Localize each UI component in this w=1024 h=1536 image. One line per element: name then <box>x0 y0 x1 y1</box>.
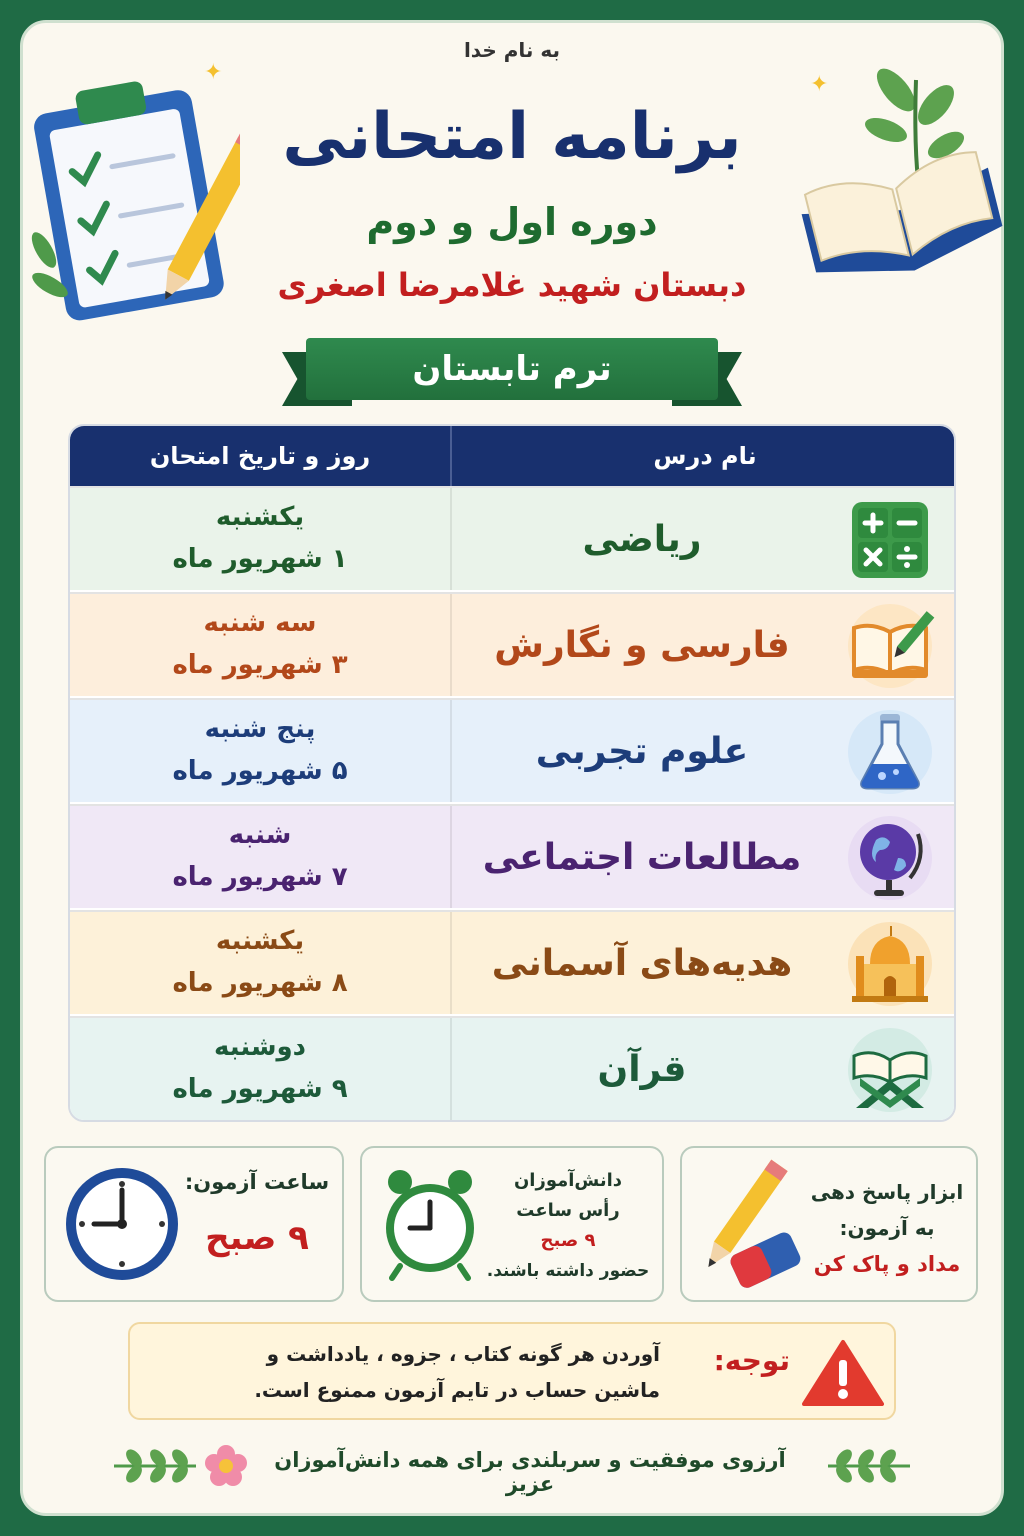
term-label: ترم تابستان <box>306 338 718 400</box>
term-ribbon <box>282 332 742 412</box>
exam-day: یکشنبه <box>215 926 305 956</box>
book-pencil-icon <box>840 602 940 690</box>
globe-icon <box>840 814 940 902</box>
flask-icon <box>840 708 940 796</box>
students-time: ۹ صبح <box>540 1230 596 1251</box>
table-header <box>70 426 956 486</box>
exam-time-box <box>44 1146 344 1302</box>
column-header-subject: نام درس <box>653 442 757 470</box>
exam-schedule-table <box>68 424 956 1122</box>
arrival-info-box <box>360 1146 664 1302</box>
tools-value: مداد و پاک کن <box>813 1252 961 1276</box>
exam-date-cell <box>70 708 450 792</box>
exam-day: یکشنبه <box>215 502 305 532</box>
table-row <box>70 1016 956 1120</box>
pencil-eraser-icon <box>690 1158 808 1290</box>
grade-subtitle: دوره اول و دوم <box>366 200 658 244</box>
students-line-2: رأس ساعت <box>516 1200 620 1221</box>
subject-name: مطالعات اجتماعی <box>482 837 802 878</box>
exam-date-cell <box>70 920 450 1004</box>
footer-message: آرزوی موفقیت و سربلندی برای همه دانش‌آموزان عزیز <box>274 1448 786 1496</box>
tools-info-box <box>680 1146 978 1302</box>
subject-name: ریاضی <box>582 519 702 560</box>
subject-name: علوم تجربی <box>535 731 749 772</box>
exam-date-cell <box>70 602 450 686</box>
calculator-icon <box>840 496 940 584</box>
exam-date: ۱ شهریور ماه <box>172 544 348 574</box>
exam-day: پنج شنبه <box>204 714 316 744</box>
subject-name: قرآن <box>597 1049 687 1090</box>
warning-box <box>128 1322 896 1420</box>
column-header-date: روز و تاریخ امتحان <box>149 442 371 470</box>
flower-icon <box>204 1444 248 1488</box>
exam-date-cell <box>70 496 450 580</box>
sparkle-icon: ✦ <box>204 60 223 85</box>
exam-date: ۷ شهریور ماه <box>172 862 348 892</box>
exam-date-cell <box>70 814 450 898</box>
exam-day: شنبه <box>228 820 292 850</box>
tools-line-2: به آزمون: <box>839 1216 935 1240</box>
table-row <box>70 804 956 908</box>
warning-icon <box>802 1338 884 1408</box>
leaf-branch-icon <box>110 1448 200 1484</box>
exam-date: ۹ شهریور ماه <box>172 1074 348 1104</box>
table-row <box>70 698 956 802</box>
subject-name: هدیه‌های آسمانی <box>491 943 793 984</box>
exam-date: ۵ شهریور ماه <box>172 756 348 786</box>
page-title: برنامه امتحانی <box>282 100 742 174</box>
subject-name: فارسی و نگارش <box>494 625 790 666</box>
warning-label: توجه: <box>713 1344 790 1377</box>
tools-line-1: ابزار پاسخ دهی <box>810 1180 964 1204</box>
clipboard-icon <box>30 70 240 330</box>
exam-day: دوشنبه <box>213 1032 307 1062</box>
students-line-3: حضور داشته باشند. <box>486 1261 650 1281</box>
table-row <box>70 910 956 1014</box>
mosque-icon <box>840 920 940 1008</box>
exam-time-label: ساعت آزمون: <box>184 1170 330 1194</box>
exam-date: ۸ شهریور ماه <box>172 968 348 998</box>
school-name: دبستان شهید غلامرضا اصغری <box>277 266 747 304</box>
table-row <box>70 592 956 696</box>
quran-icon <box>840 1026 940 1114</box>
table-row <box>70 486 956 590</box>
warning-line-2: ماشین حساب در تایم آزمون ممنوع است. <box>254 1378 660 1402</box>
exam-time-value: ۹ صبح <box>205 1218 309 1258</box>
exam-date: ۳ شهریور ماه <box>172 650 348 680</box>
exam-date-cell <box>70 1026 450 1110</box>
exam-day: سه شنبه <box>203 608 317 638</box>
wall-clock-icon <box>62 1164 182 1284</box>
sparkle-icon: ✦ <box>810 72 829 97</box>
warning-line-1: آوردن هر گونه کتاب ، جزوه ، یادداشت و <box>266 1342 660 1366</box>
students-line-1: دانش‌آموزان <box>513 1170 623 1191</box>
leaf-branch-icon <box>824 1448 914 1484</box>
alarm-clock-icon <box>374 1162 486 1286</box>
bismillah-text: به نام خدا <box>463 38 561 62</box>
